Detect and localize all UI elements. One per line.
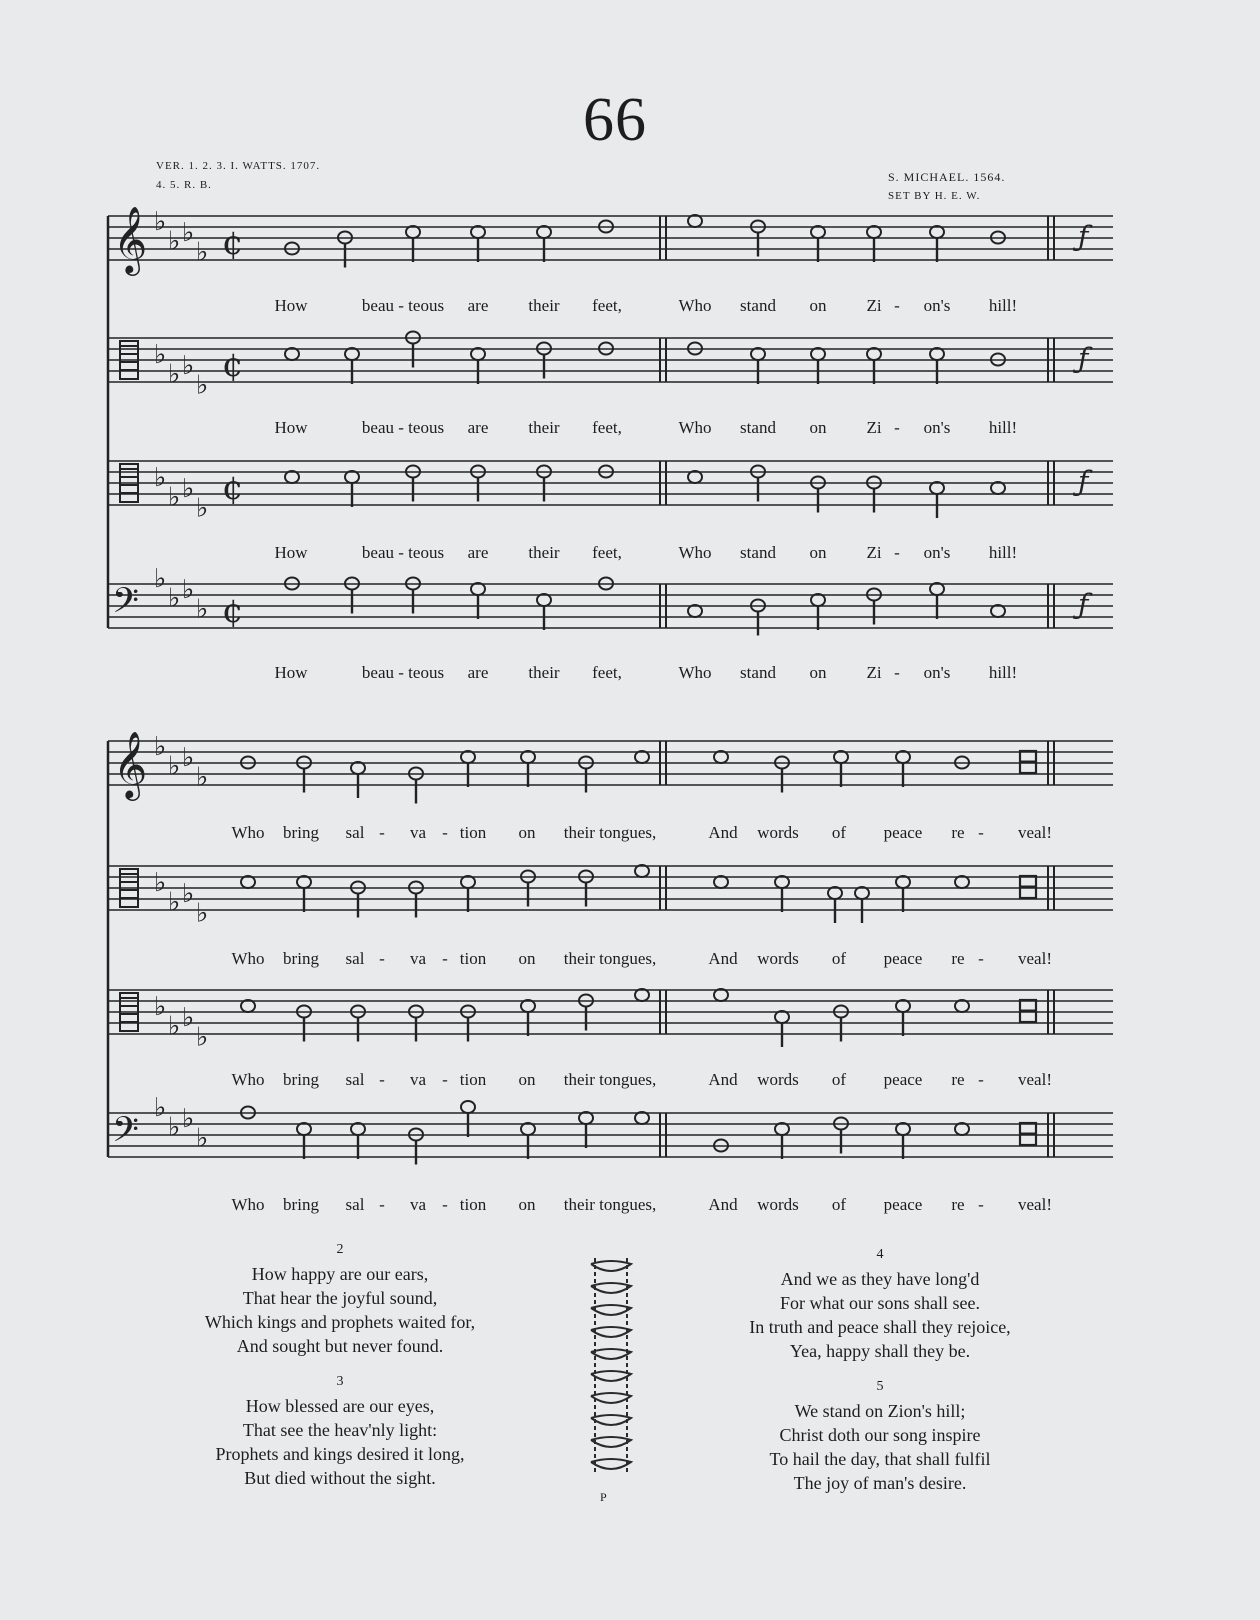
lyric-syllable: bring bbox=[283, 823, 319, 842]
verse-line: Yea, happy shall they be. bbox=[789, 1341, 971, 1361]
flat-sign-icon: ♭ bbox=[154, 732, 167, 762]
lyric-syllable: tion bbox=[459, 823, 487, 842]
lyric-syllable: on bbox=[518, 1195, 536, 1214]
note-head bbox=[635, 1112, 649, 1124]
lyric-syllable: And bbox=[708, 1070, 738, 1089]
tune-credit-line-2: SET BY H. E. W. bbox=[888, 190, 981, 202]
lyric-syllable: stand bbox=[740, 543, 776, 562]
lyric-syllable: - bbox=[978, 823, 984, 842]
flat-sign-icon: ♭ bbox=[154, 992, 167, 1022]
lyric-syllable: are bbox=[467, 543, 489, 562]
verse-line: But died without the sight. bbox=[244, 1468, 436, 1488]
note-head bbox=[855, 887, 869, 899]
lyric-syllable: their bbox=[528, 543, 560, 562]
lyric-syllable: tion bbox=[459, 1195, 487, 1214]
lyric-syllable: va bbox=[409, 823, 427, 842]
note-head bbox=[297, 1123, 311, 1135]
verse-line: Which kings and prophets waited for, bbox=[204, 1312, 476, 1332]
lyric-syllable: va bbox=[409, 1070, 427, 1089]
lyric-syllable: How bbox=[274, 663, 308, 682]
lyric-syllable: - bbox=[442, 949, 448, 968]
flat-sign-icon: ♭ bbox=[182, 1104, 195, 1134]
note-head bbox=[811, 594, 825, 606]
treble-clef-icon: 𝄞 bbox=[113, 730, 148, 798]
note-head bbox=[351, 762, 365, 774]
note-head bbox=[896, 751, 910, 763]
lyric-syllable: words bbox=[757, 1195, 799, 1214]
flat-sign-icon: ♭ bbox=[168, 1112, 181, 1143]
flat-sign-icon: ♭ bbox=[168, 359, 181, 390]
lyric-syllable: their tongues, bbox=[563, 949, 657, 968]
note-head bbox=[751, 348, 765, 360]
flat-sign-icon: ♭ bbox=[154, 868, 167, 898]
note-head bbox=[775, 1123, 789, 1135]
lyric-syllable: - bbox=[442, 823, 448, 842]
verse-line: In truth and peace shall they rejoice, bbox=[749, 1317, 1011, 1337]
verse-number: 2 bbox=[336, 1242, 344, 1257]
lyric-syllable: peace bbox=[883, 823, 923, 842]
flat-sign-icon: ♭ bbox=[168, 583, 181, 614]
flat-sign-icon: ♭ bbox=[168, 482, 181, 513]
lyric-syllable: on's bbox=[923, 296, 951, 315]
lyric-syllable: hill! bbox=[988, 418, 1018, 437]
lyric-syllable: bring bbox=[283, 949, 319, 968]
verse-line: Christ doth our song inspire bbox=[779, 1425, 981, 1445]
flat-sign-icon: ♭ bbox=[154, 340, 167, 370]
note-head bbox=[811, 226, 825, 238]
flat-sign-icon: ♭ bbox=[168, 1011, 181, 1042]
verse-line: That hear the joyful sound, bbox=[242, 1288, 438, 1308]
lyric-syllable: sal bbox=[345, 949, 365, 968]
lyric-syllable: beau - teous bbox=[361, 543, 445, 562]
note-head bbox=[471, 348, 485, 360]
lyric-syllable: beau - teous bbox=[361, 296, 445, 315]
note-head bbox=[834, 751, 848, 763]
flat-sign-icon: ♭ bbox=[168, 226, 181, 257]
flat-sign-icon: ♭ bbox=[196, 1022, 209, 1053]
flat-sign-icon: ♭ bbox=[196, 1123, 209, 1154]
note-head bbox=[351, 1123, 365, 1135]
note-head bbox=[955, 1000, 969, 1012]
lyric-syllable: tion bbox=[459, 1070, 487, 1089]
lyric-syllable: sal bbox=[345, 823, 365, 842]
flat-sign-icon: ♭ bbox=[168, 887, 181, 918]
note-head bbox=[241, 1000, 255, 1012]
flat-sign-icon: ♭ bbox=[182, 218, 195, 248]
note-head bbox=[714, 876, 728, 888]
lyric-syllable: on bbox=[809, 663, 827, 682]
note-head bbox=[471, 226, 485, 238]
verse-line: And sought but never found. bbox=[236, 1336, 444, 1356]
words-credit-line-2: 4. 5. R. B. bbox=[156, 179, 212, 191]
lyric-syllable: Who bbox=[678, 418, 712, 437]
lyric-syllable: beau - teous bbox=[361, 418, 445, 437]
lyric-syllable: their tongues, bbox=[563, 1070, 657, 1089]
lyric-syllable: Who bbox=[231, 1070, 265, 1089]
lyric-syllable: Zi bbox=[866, 543, 882, 562]
note-head bbox=[714, 751, 728, 763]
lyric-syllable: on's bbox=[923, 543, 951, 562]
lyric-syllable: of bbox=[831, 1070, 847, 1089]
lyric-syllable: feet, bbox=[592, 663, 622, 682]
lyric-syllable: hill! bbox=[988, 663, 1018, 682]
bass-clef-icon: 𝄢 bbox=[112, 580, 140, 629]
note-head bbox=[521, 1123, 535, 1135]
verse-line: That see the heav'nly light: bbox=[242, 1420, 438, 1440]
note-head bbox=[635, 865, 649, 877]
lyric-syllable: on bbox=[518, 1070, 536, 1089]
bass-clef-icon: 𝄢 bbox=[112, 1109, 140, 1158]
lyric-syllable: re bbox=[951, 949, 965, 968]
lyric-syllable: How bbox=[274, 543, 308, 562]
lyric-syllable: tion bbox=[459, 949, 487, 968]
flat-sign-icon: ♭ bbox=[154, 207, 167, 237]
note-head bbox=[930, 226, 944, 238]
lyric-syllable: words bbox=[757, 1070, 799, 1089]
note-head bbox=[930, 583, 944, 595]
flat-sign-icon: ♭ bbox=[196, 493, 209, 524]
flat-sign-icon: ♭ bbox=[196, 898, 209, 929]
lyric-syllable: Zi bbox=[866, 296, 882, 315]
lyric-syllable: - bbox=[379, 949, 385, 968]
note-head bbox=[521, 751, 535, 763]
lyric-syllable: Who bbox=[231, 949, 265, 968]
lyric-syllable: stand bbox=[740, 663, 776, 682]
lyric-syllable: re bbox=[951, 1070, 965, 1089]
note-head bbox=[461, 1101, 475, 1113]
lyric-syllable: their tongues, bbox=[563, 823, 657, 842]
lyric-syllable: hill! bbox=[988, 543, 1018, 562]
flat-sign-icon: ♭ bbox=[196, 237, 209, 268]
lyric-syllable: - bbox=[894, 543, 900, 562]
lyric-syllable: beau - teous bbox=[361, 663, 445, 682]
note-head bbox=[775, 876, 789, 888]
lyric-syllable: feet, bbox=[592, 418, 622, 437]
lyric-syllable: - bbox=[442, 1195, 448, 1214]
page-number: 66 bbox=[583, 86, 647, 154]
lyric-syllable: on bbox=[809, 418, 827, 437]
verses-left-column bbox=[160, 1238, 520, 1502]
flat-sign-icon: ♭ bbox=[182, 1003, 195, 1033]
flat-sign-icon: ♭ bbox=[182, 743, 195, 773]
lyric-syllable: on bbox=[518, 949, 536, 968]
ornament-divider bbox=[585, 1258, 637, 1478]
note-head bbox=[688, 605, 702, 617]
lyric-syllable: - bbox=[978, 1195, 984, 1214]
verse-4 bbox=[700, 1243, 1060, 1363]
lyric-syllable: - bbox=[379, 1195, 385, 1214]
lyric-syllable: - bbox=[379, 1070, 385, 1089]
note-head bbox=[537, 594, 551, 606]
note-head bbox=[461, 876, 475, 888]
lyric-syllable: - bbox=[978, 1070, 984, 1089]
lyric-syllable: peace bbox=[883, 1195, 923, 1214]
note-head bbox=[406, 226, 420, 238]
note-head bbox=[635, 751, 649, 763]
lyric-syllable: - bbox=[978, 949, 984, 968]
note-head bbox=[714, 989, 728, 1001]
lyric-syllable: veal! bbox=[1018, 949, 1052, 968]
flat-sign-icon: ♭ bbox=[196, 370, 209, 401]
lyric-syllable: Who bbox=[231, 823, 265, 842]
verse-number: 5 bbox=[876, 1379, 884, 1394]
lyric-syllable: on bbox=[518, 823, 536, 842]
pause-mark-icon: ƒ bbox=[1078, 588, 1089, 621]
lyric-syllable: veal! bbox=[1018, 1070, 1052, 1089]
lyric-syllable: re bbox=[951, 1195, 965, 1214]
lyric-syllable: Zi bbox=[866, 418, 882, 437]
note-head bbox=[635, 989, 649, 1001]
lyric-syllable: - bbox=[894, 418, 900, 437]
lyric-syllable: bring bbox=[283, 1195, 319, 1214]
verse-line: We stand on Zion's hill; bbox=[794, 1401, 966, 1421]
note-head bbox=[775, 1011, 789, 1023]
lyric-syllable: Who bbox=[678, 296, 712, 315]
lyric-syllable: veal! bbox=[1018, 1195, 1052, 1214]
lyric-syllable: on's bbox=[923, 418, 951, 437]
verse-line: For what our sons shall see. bbox=[780, 1293, 980, 1313]
verse-number: 3 bbox=[336, 1374, 344, 1389]
note-head bbox=[241, 876, 255, 888]
verse-line: How happy are our ears, bbox=[251, 1264, 429, 1284]
flat-sign-icon: ♭ bbox=[182, 575, 195, 605]
lyric-syllable: Who bbox=[678, 663, 712, 682]
lyric-syllable: of bbox=[831, 1195, 847, 1214]
flat-sign-icon: ♭ bbox=[154, 1093, 167, 1123]
note-head bbox=[896, 1000, 910, 1012]
flat-sign-icon: ♭ bbox=[182, 879, 195, 909]
note-head bbox=[345, 471, 359, 483]
note-head bbox=[828, 887, 842, 899]
verse-line: Prophets and kings desired it long, bbox=[215, 1444, 465, 1464]
note-head bbox=[688, 471, 702, 483]
lyric-syllable: their tongues, bbox=[563, 1195, 657, 1214]
note-head bbox=[811, 348, 825, 360]
lyric-syllable: stand bbox=[740, 418, 776, 437]
verse-5 bbox=[700, 1375, 1060, 1495]
lyric-syllable: hill! bbox=[988, 296, 1018, 315]
verse-3 bbox=[160, 1370, 520, 1490]
note-head bbox=[461, 751, 475, 763]
lyric-syllable: feet, bbox=[592, 543, 622, 562]
verse-2 bbox=[160, 1238, 520, 1358]
note-head bbox=[285, 471, 299, 483]
tune-credit-line-1: S. MICHAEL. 1564. bbox=[888, 170, 1006, 184]
lyric-syllable: peace bbox=[883, 1070, 923, 1089]
lyric-syllable: And bbox=[708, 823, 738, 842]
pause-mark-icon: ƒ bbox=[1078, 220, 1089, 253]
lyric-syllable: va bbox=[409, 1195, 427, 1214]
note-head bbox=[471, 583, 485, 595]
verse-number: 4 bbox=[876, 1247, 884, 1262]
note-head bbox=[285, 348, 299, 360]
note-head bbox=[955, 1123, 969, 1135]
note-head bbox=[955, 876, 969, 888]
words-credit-line-1: VER. 1. 2. 3. I. WATTS. 1707. bbox=[156, 160, 321, 172]
lyric-syllable: How bbox=[274, 418, 308, 437]
lyric-syllable: are bbox=[467, 296, 489, 315]
lyric-syllable: are bbox=[467, 663, 489, 682]
lyric-syllable: - bbox=[379, 823, 385, 842]
lyric-syllable: va bbox=[409, 949, 427, 968]
lyric-syllable: of bbox=[831, 823, 847, 842]
cut-time-icon: ¢ bbox=[222, 468, 244, 508]
printer-signature: P bbox=[600, 1490, 607, 1504]
cut-time-icon: ¢ bbox=[222, 345, 244, 385]
flat-sign-icon: ♭ bbox=[182, 474, 195, 504]
lyric-syllable: their bbox=[528, 418, 560, 437]
lyric-syllable: are bbox=[467, 418, 489, 437]
cut-time-icon: ¢ bbox=[222, 591, 244, 631]
note-head bbox=[930, 482, 944, 494]
note-head bbox=[537, 226, 551, 238]
note-head bbox=[991, 482, 1005, 494]
lyric-syllable: - bbox=[894, 296, 900, 315]
note-head bbox=[896, 1123, 910, 1135]
lyric-syllable: Who bbox=[678, 543, 712, 562]
flat-sign-icon: ♭ bbox=[154, 564, 167, 594]
pause-mark-icon: ƒ bbox=[1078, 465, 1089, 498]
lyric-syllable: sal bbox=[345, 1195, 365, 1214]
lyric-syllable: their bbox=[528, 296, 560, 315]
lyric-syllable: How bbox=[274, 296, 308, 315]
lyric-syllable: words bbox=[757, 949, 799, 968]
verse-line: The joy of man's desire. bbox=[793, 1473, 967, 1493]
note-head bbox=[688, 215, 702, 227]
note-head bbox=[896, 876, 910, 888]
lyric-syllable: of bbox=[831, 949, 847, 968]
verses-right-column bbox=[700, 1243, 1060, 1507]
lyric-syllable: re bbox=[951, 823, 965, 842]
lyric-syllable: feet, bbox=[592, 296, 622, 315]
flat-sign-icon: ♭ bbox=[154, 463, 167, 493]
lyric-syllable: on bbox=[809, 296, 827, 315]
lyric-syllable: - bbox=[894, 663, 900, 682]
lyric-syllable: And bbox=[708, 1195, 738, 1214]
lyric-syllable: words bbox=[757, 823, 799, 842]
verse-line: To hail the day, that shall fulfil bbox=[769, 1449, 991, 1469]
flat-sign-icon: ♭ bbox=[196, 594, 209, 625]
flat-sign-icon: ♭ bbox=[196, 762, 209, 793]
note-head bbox=[345, 348, 359, 360]
note-head bbox=[930, 348, 944, 360]
lyric-syllable: veal! bbox=[1018, 823, 1052, 842]
lyric-syllable: on's bbox=[923, 663, 951, 682]
note-head bbox=[867, 348, 881, 360]
lyric-syllable: And bbox=[708, 949, 738, 968]
lyric-syllable: bring bbox=[283, 1070, 319, 1089]
lyric-syllable: Who bbox=[231, 1195, 265, 1214]
verse-line: How blessed are our eyes, bbox=[245, 1396, 435, 1416]
note-head bbox=[521, 1000, 535, 1012]
cut-time-icon: ¢ bbox=[222, 223, 244, 263]
lyric-syllable: Zi bbox=[866, 663, 882, 682]
lyric-syllable: on bbox=[809, 543, 827, 562]
note-head bbox=[579, 1112, 593, 1124]
lyric-syllable: their bbox=[528, 663, 560, 682]
verse-line: And we as they have long'd bbox=[780, 1269, 980, 1289]
lyric-syllable: - bbox=[442, 1070, 448, 1089]
note-head bbox=[867, 226, 881, 238]
lyric-syllable: peace bbox=[883, 949, 923, 968]
note-head bbox=[297, 876, 311, 888]
lyric-syllable: sal bbox=[345, 1070, 365, 1089]
flat-sign-icon: ♭ bbox=[168, 751, 181, 782]
pause-mark-icon: ƒ bbox=[1078, 342, 1089, 375]
lyric-syllable: stand bbox=[740, 296, 776, 315]
note-head bbox=[991, 605, 1005, 617]
treble-clef-icon: 𝄞 bbox=[113, 205, 148, 273]
flat-sign-icon: ♭ bbox=[182, 351, 195, 381]
